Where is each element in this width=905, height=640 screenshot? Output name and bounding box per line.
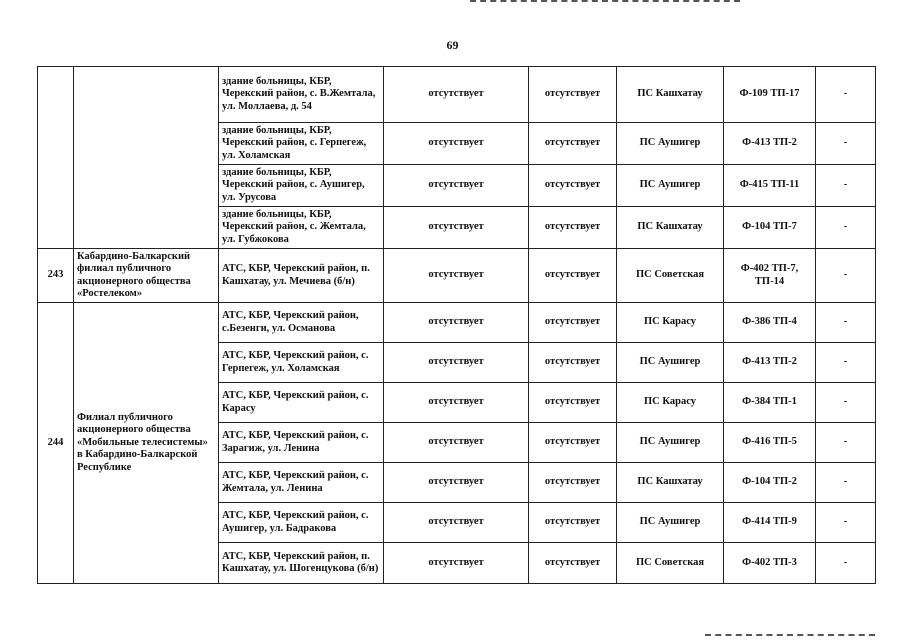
cell-status-1: отсутствует	[384, 165, 529, 207]
facility-address: АТС, КБР, Черекский район, с. Жемтала, ул. Ленина	[219, 463, 384, 503]
cell-status-1: отсутствует	[384, 423, 529, 463]
cell-status-1: отсутствует	[384, 503, 529, 543]
feeder-name: Ф-104 ТП-2	[724, 463, 816, 503]
feeder-name: Ф-402 ТП-3	[724, 543, 816, 584]
data-table	[37, 66, 876, 584]
feeder-name: Ф-386 ТП-4	[724, 303, 816, 343]
cell-status-2: отсутствует	[529, 383, 617, 423]
feeder-name: Ф-384 ТП-1	[724, 383, 816, 423]
facility-address: АТС, КБР, Черекский район, с. Зарагиж, ул. Ленина	[219, 423, 384, 463]
cell-status-2: отсутствует	[529, 207, 617, 249]
cell-status-1: отсутствует	[384, 123, 529, 165]
substation-name: ПС Аушигер	[617, 423, 724, 463]
cell-dash: -	[816, 303, 876, 343]
cell-dash: -	[816, 503, 876, 543]
cell-status-1: отсутствует	[384, 207, 529, 249]
substation-name: ПС Кашхатау	[617, 463, 724, 503]
cell-status-2: отсутствует	[529, 463, 617, 503]
cell-status-2: отсутствует	[529, 123, 617, 165]
substation-name: ПС Советская	[617, 543, 724, 584]
facility-address: здание больницы, КБР, Черекский район, с. В.Жемтала, ул. Моллаева, д. 54	[219, 67, 384, 123]
facility-address: АТС, КБР, Черекский район, п. Кашхатау, ул. Мечиева (б/н)	[219, 249, 384, 303]
cell-dash: -	[816, 543, 876, 584]
feeder-name: Ф-104 ТП-7	[724, 207, 816, 249]
cell-status-1: отсутствует	[384, 249, 529, 303]
cell-status-1: отсутствует	[384, 343, 529, 383]
cell-status-1: отсутствует	[384, 67, 529, 123]
cell-status-2: отсутствует	[529, 303, 617, 343]
organization-name: Кабардино-Балкарский филиал публичного акционерного общества «Ростелеком»	[74, 249, 219, 303]
cell-status-2: отсутствует	[529, 343, 617, 383]
cell-status-1: отсутствует	[384, 303, 529, 343]
feeder-name: Ф-109 ТП-17	[724, 67, 816, 123]
entry-number: 244	[38, 303, 74, 584]
cell-status-2: отсутствует	[529, 67, 617, 123]
facility-address: здание больницы, КБР, Черекский район, с. Жемтала, ул. Губжокова	[219, 207, 384, 249]
organization-name: Филиал публичного акционерного общества «Мобильные телесистемы» в Кабардино-Балкарской Республике	[74, 303, 219, 584]
feeder-name: Ф-416 ТП-5	[724, 423, 816, 463]
table-row	[38, 67, 876, 123]
cell-status-1: отсутствует	[384, 463, 529, 503]
facility-address: АТС, КБР, Черекский район, с.Безенги, ул. Османова	[219, 303, 384, 343]
cell-dash: -	[816, 165, 876, 207]
substation-name: ПС Аушигер	[617, 165, 724, 207]
facility-address: здание больницы, КБР, Черекский район, с. Аушигер, ул. Урусова	[219, 165, 384, 207]
facility-address: АТС, КБР, Черекский район, с. Герпегеж, ул. Холамская	[219, 343, 384, 383]
cell-dash: -	[816, 123, 876, 165]
table-row	[38, 249, 876, 303]
facility-address: АТС, КБР, Черекский район, с. Карасу	[219, 383, 384, 423]
page-number: 69	[446, 38, 459, 52]
feeder-name: Ф-414 ТП-9	[724, 503, 816, 543]
cell-dash: -	[816, 463, 876, 503]
substation-name: ПС Аушигер	[617, 503, 724, 543]
substation-name: ПС Советская	[617, 249, 724, 303]
cell-status-1: отсутствует	[384, 383, 529, 423]
cell-dash: -	[816, 249, 876, 303]
organization-name	[74, 67, 219, 249]
substation-name: ПС Кашхатау	[617, 67, 724, 123]
cell-dash: -	[816, 207, 876, 249]
feeder-name: Ф-415 ТП-11	[724, 165, 816, 207]
entry-number	[38, 67, 74, 249]
cell-status-2: отсутствует	[529, 503, 617, 543]
table-row	[38, 303, 876, 343]
scan-artifact-top	[470, 0, 740, 5]
feeder-name: Ф-402 ТП-7, ТП-14	[724, 249, 816, 303]
cell-status-2: отсутствует	[529, 249, 617, 303]
cell-status-1: отсутствует	[384, 543, 529, 584]
cell-dash: -	[816, 383, 876, 423]
substation-name: ПС Аушигер	[617, 123, 724, 165]
facility-address: АТС, КБР, Черекский район, с. Аушигер, ул. Бадракова	[219, 503, 384, 543]
substation-name: ПС Кашхатау	[617, 207, 724, 249]
feeder-name: Ф-413 ТП-2	[724, 123, 816, 165]
facility-address: АТС, КБР, Черекский район, п. Кашхатау, ул. Шогенцукова (б/н)	[219, 543, 384, 584]
entry-number: 243	[38, 249, 74, 303]
scan-artifact-bottom	[705, 634, 875, 639]
cell-status-2: отсутствует	[529, 423, 617, 463]
feeder-name: Ф-413 ТП-2	[724, 343, 816, 383]
cell-status-2: отсутствует	[529, 165, 617, 207]
cell-dash: -	[816, 67, 876, 123]
cell-dash: -	[816, 343, 876, 383]
facility-address: здание больницы, КБР, Черекский район, с. Герпегеж, ул. Холамская	[219, 123, 384, 165]
substation-name: ПС Карасу	[617, 303, 724, 343]
substation-name: ПС Карасу	[617, 383, 724, 423]
cell-dash: -	[816, 423, 876, 463]
cell-status-2: отсутствует	[529, 543, 617, 584]
substation-name: ПС Аушигер	[617, 343, 724, 383]
